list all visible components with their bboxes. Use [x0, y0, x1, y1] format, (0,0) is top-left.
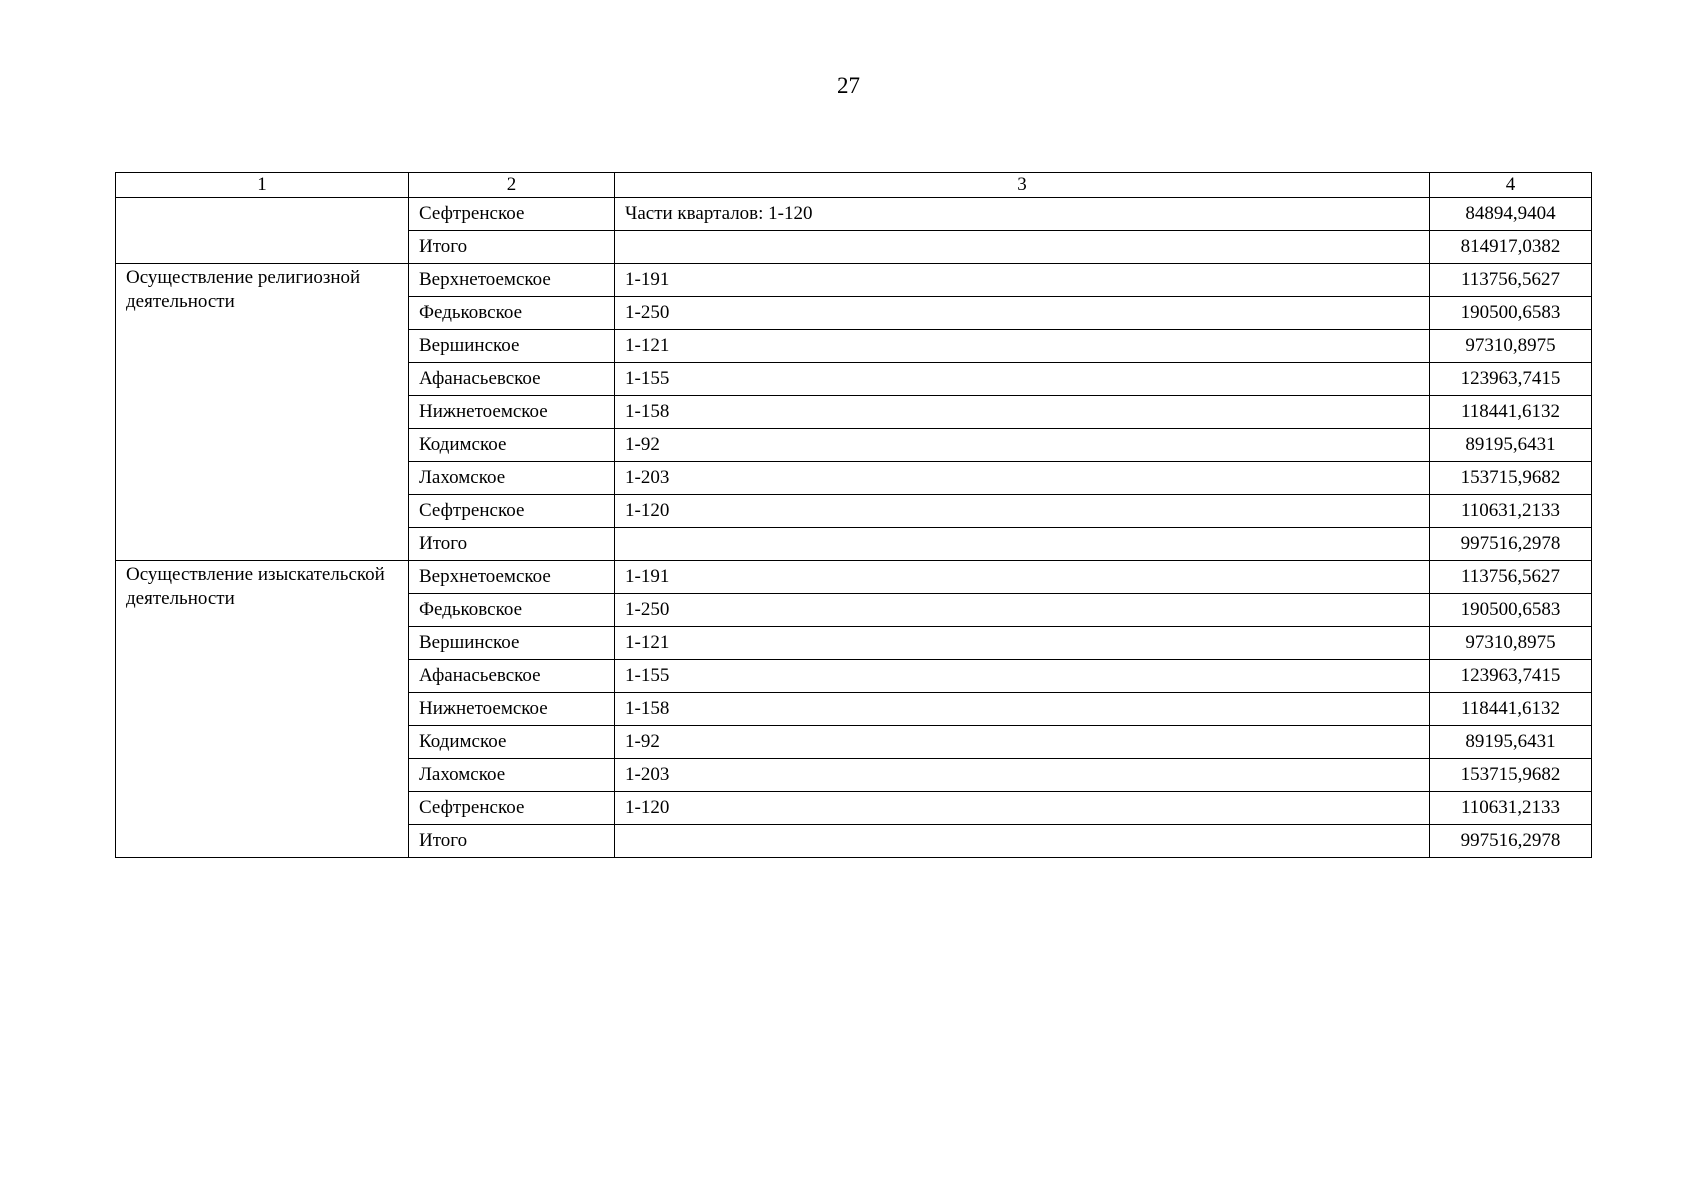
forestry-cell: Афанасьевское — [409, 660, 615, 693]
area-cell: 113756,5627 — [1430, 561, 1592, 594]
area-cell: 118441,6132 — [1430, 396, 1592, 429]
area-cell: 153715,9682 — [1430, 462, 1592, 495]
forestry-cell: Сефтренское — [409, 198, 615, 231]
quarters-cell: 1-155 — [615, 660, 1430, 693]
forestry-cell: Нижнетоемское — [409, 693, 615, 726]
forestry-cell: Лахомское — [409, 759, 615, 792]
table-row — [116, 561, 1592, 594]
area-cell: 110631,2133 — [1430, 495, 1592, 528]
area-cell: 814917,0382 — [1430, 231, 1592, 264]
area-cell: 997516,2978 — [1430, 528, 1592, 561]
area-cell: 110631,2133 — [1430, 792, 1592, 825]
table-body — [116, 198, 1592, 858]
quarters-cell: 1-121 — [615, 330, 1430, 363]
quarters-cell: 1-92 — [615, 429, 1430, 462]
forestry-cell: Верхнетоемское — [409, 561, 615, 594]
activity-cell-empty — [116, 198, 409, 264]
page-number: 27 — [837, 73, 860, 98]
forestry-cell: Кодимское — [409, 429, 615, 462]
forestry-cell: Вершинское — [409, 627, 615, 660]
quarters-cell: 1-203 — [615, 462, 1430, 495]
header-col-4: 4 — [1430, 173, 1592, 198]
quarters-cell — [615, 825, 1430, 858]
activity-cell: Осуществление изыскательской деятельности — [116, 561, 409, 858]
quarters-cell — [615, 528, 1430, 561]
area-cell: 113756,5627 — [1430, 264, 1592, 297]
header-row — [116, 173, 1592, 198]
table-header — [116, 173, 1592, 198]
header-col-2: 2 — [409, 173, 615, 198]
area-cell: 97310,8975 — [1430, 627, 1592, 660]
quarters-cell — [615, 231, 1430, 264]
area-cell: 123963,7415 — [1430, 660, 1592, 693]
quarters-cell: 1-250 — [615, 297, 1430, 330]
area-cell: 97310,8975 — [1430, 330, 1592, 363]
header-col-1: 1 — [116, 173, 409, 198]
forestry-cell: Вершинское — [409, 330, 615, 363]
forestry-cell: Сефтренское — [409, 495, 615, 528]
quarters-cell: 1-92 — [615, 726, 1430, 759]
quarters-cell: 1-203 — [615, 759, 1430, 792]
table-row — [116, 264, 1592, 297]
forestry-cell: Итого — [409, 528, 615, 561]
quarters-cell: 1-191 — [615, 561, 1430, 594]
forestry-cell: Федьковское — [409, 297, 615, 330]
quarters-cell: 1-155 — [615, 363, 1430, 396]
quarters-cell: 1-158 — [615, 693, 1430, 726]
forestry-cell: Нижнетоемское — [409, 396, 615, 429]
area-cell: 118441,6132 — [1430, 693, 1592, 726]
area-cell: 190500,6583 — [1430, 297, 1592, 330]
header-col-3: 3 — [615, 173, 1430, 198]
forestry-cell: Верхнетоемское — [409, 264, 615, 297]
area-cell: 997516,2978 — [1430, 825, 1592, 858]
forestry-cell: Итого — [409, 231, 615, 264]
quarters-cell: 1-120 — [615, 792, 1430, 825]
forestry-cell: Итого — [409, 825, 615, 858]
quarters-cell: 1-120 — [615, 495, 1430, 528]
quarters-cell: Части кварталов: 1-120 — [615, 198, 1430, 231]
forestry-cell: Афанасьевское — [409, 363, 615, 396]
forestry-cell: Лахомское — [409, 462, 615, 495]
forestry-cell: Кодимское — [409, 726, 615, 759]
quarters-cell: 1-121 — [615, 627, 1430, 660]
forestry-cell: Сефтренское — [409, 792, 615, 825]
area-cell: 153715,9682 — [1430, 759, 1592, 792]
quarters-cell: 1-250 — [615, 594, 1430, 627]
area-cell: 190500,6583 — [1430, 594, 1592, 627]
area-cell: 89195,6431 — [1430, 429, 1592, 462]
table-row — [116, 198, 1592, 231]
activity-cell: Осуществление религиозной деятельности — [116, 264, 409, 561]
quarters-cell: 1-158 — [615, 396, 1430, 429]
area-cell: 84894,9404 — [1430, 198, 1592, 231]
area-cell: 123963,7415 — [1430, 363, 1592, 396]
area-cell: 89195,6431 — [1430, 726, 1592, 759]
forestry-cell: Федьковское — [409, 594, 615, 627]
quarters-cell: 1-191 — [615, 264, 1430, 297]
forest-areas-table — [115, 172, 1592, 858]
